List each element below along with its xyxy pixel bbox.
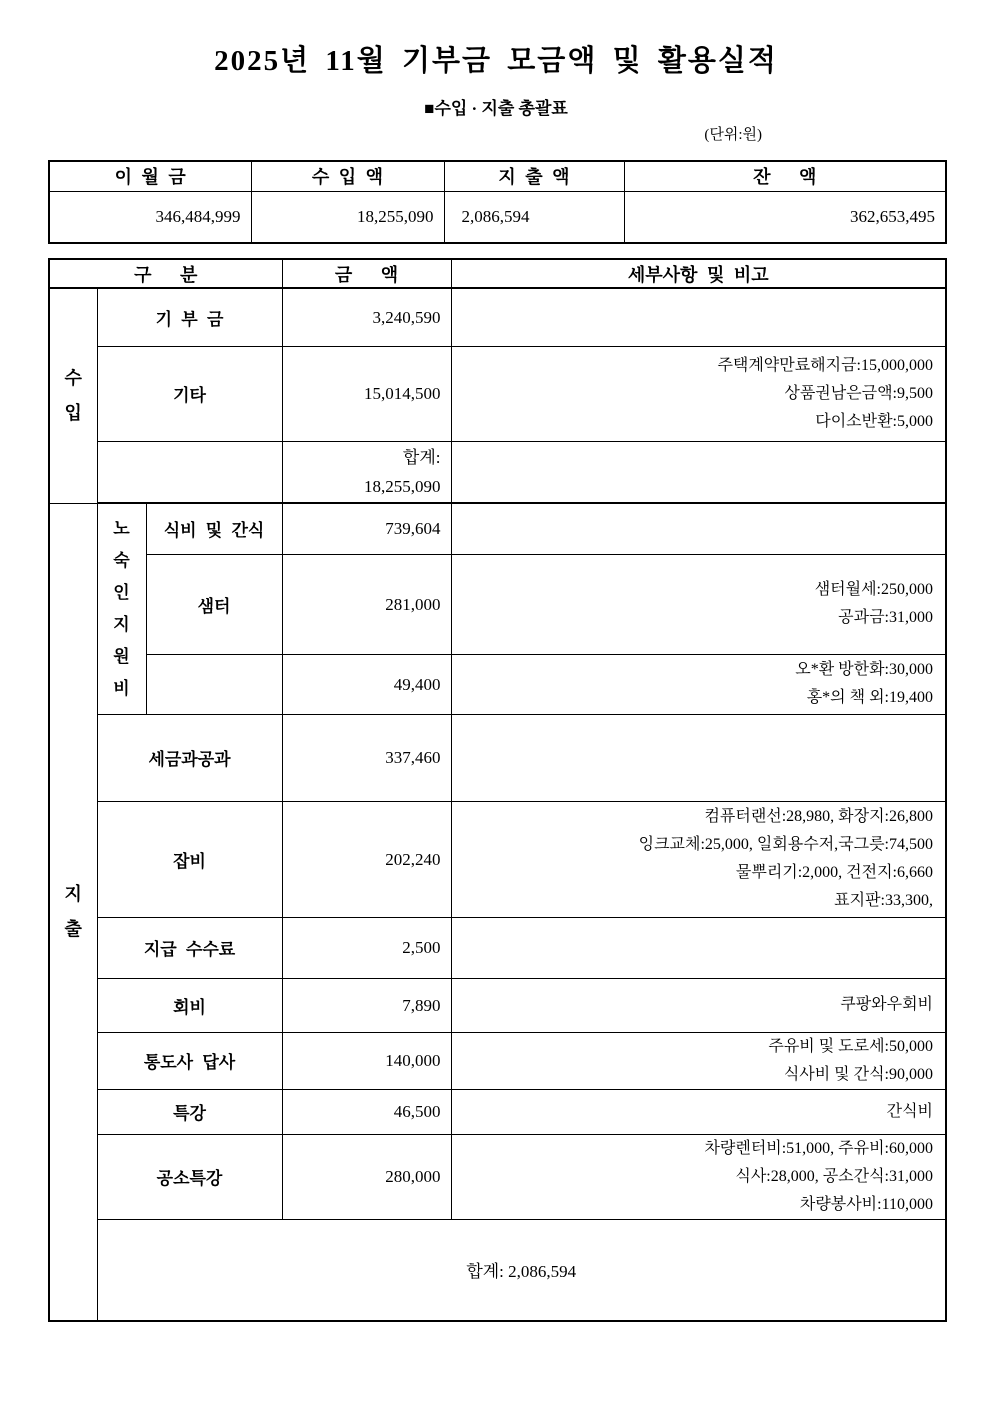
detail-header-amount: 금 액 [282, 259, 451, 288]
details-cell: 주유비 및 도로세:50,000 식사비 및 간식:90,000 [451, 1032, 946, 1089]
details-cell [451, 503, 946, 554]
expense-row-membership [49, 978, 946, 1032]
details-cell: 쿠팡와우회비 [451, 978, 946, 1032]
expense-row-tongdosa [49, 1032, 946, 1089]
expense-row-homeless-etc [49, 654, 946, 714]
amount-cell: 3,240,590 [282, 288, 451, 346]
expense-row-misc [49, 801, 946, 917]
page-subtitle: ■수입 · 지출 총괄표 [424, 99, 568, 118]
expense-section-label: 지 출 [49, 503, 97, 1321]
page-title: 2025년 11월 기부금 모금액 및 활용실적 [214, 45, 778, 77]
amount-cell: 281,000 [282, 554, 451, 654]
expense-row-lecture [49, 1089, 946, 1134]
expense-row-food [49, 503, 946, 554]
income-row-donation [49, 288, 946, 346]
details-cell: 오*환 방한화:30,000 홍*의 책 외:19,400 [451, 654, 946, 714]
details-cell: 차량렌터비:51,000, 주유비:60,000 식사:28,000, 공소간식:31,000 차량봉사비:110,000 [451, 1134, 946, 1219]
expense-row-taxes [49, 714, 946, 801]
amount-cell: 49,400 [282, 654, 451, 714]
amount-cell: 202,240 [282, 801, 451, 917]
amount-cell: 7,890 [282, 978, 451, 1032]
amount-cell: 2,500 [282, 917, 451, 978]
category-cell: 기타 [97, 346, 282, 441]
amount-cell: 739,604 [282, 503, 451, 554]
summary-value-carryover: 346,484,999 [49, 191, 251, 243]
detail-header-details: 세부사항 및 비고 [451, 259, 946, 288]
details-cell: 간식비 [451, 1089, 946, 1134]
category-cell: 공소특강 [97, 1134, 282, 1219]
amount-cell: 337,460 [282, 714, 451, 801]
summary-value-balance: 362,653,495 [624, 191, 946, 243]
summary-header-carryover: 이 월 금 [49, 161, 251, 191]
detail-header-category: 구 분 [49, 259, 282, 288]
summary-table [48, 160, 947, 244]
income-section-label: 수 입 [49, 288, 97, 503]
income-total-cell: 합계: 18,255,090 [282, 441, 451, 503]
amount-cell: 46,500 [282, 1089, 451, 1134]
category-cell: 기 부 금 [97, 288, 282, 346]
expense-row-total [49, 1219, 946, 1321]
category-cell: 특강 [97, 1089, 282, 1134]
category-cell: 세금과공과 [97, 714, 282, 801]
summary-header-row [49, 161, 946, 191]
amount-cell: 140,000 [282, 1032, 451, 1089]
summary-header-income: 수 입 액 [251, 161, 444, 191]
income-row-total [49, 441, 946, 503]
category-cell: 통도사 답사 [97, 1032, 282, 1089]
detail-table [48, 258, 947, 1322]
details-cell [451, 714, 946, 801]
details-cell [451, 441, 946, 503]
summary-value-income: 18,255,090 [251, 191, 444, 243]
details-cell [451, 288, 946, 346]
amount-cell: 15,014,500 [282, 346, 451, 441]
expense-row-saemteo [49, 554, 946, 654]
income-row-other [49, 346, 946, 441]
unit-note: (단위:원) [704, 127, 762, 143]
details-cell: 주택계약만료해지금:15,000,000 상품권남은금액:9,500 다이소반환:5,000 [451, 346, 946, 441]
summary-value-expense: 2,086,594 [444, 191, 624, 243]
summary-header-balance: 잔 액 [624, 161, 946, 191]
category-cell: 잡비 [97, 801, 282, 917]
expense-row-gongso-lecture [49, 1134, 946, 1219]
category-cell: 지급 수수료 [97, 917, 282, 978]
summary-value-row [49, 191, 946, 243]
category-cell: 식비 및 간식 [146, 503, 282, 554]
details-cell [451, 917, 946, 978]
category-cell [97, 441, 282, 503]
details-cell: 샘터월세:250,000 공과금:31,000 [451, 554, 946, 654]
expense-total-cell: 합계: 2,086,594 [97, 1219, 946, 1321]
category-cell [146, 654, 282, 714]
details-cell: 컴퓨터랜선:28,980, 화장지:26,800 잉크교체:25,000, 일회용수저,국그릇:74,500 물뿌리기:2,000, 건전지:6,660 표지판:33,300, [451, 801, 946, 917]
detail-header-row [49, 259, 946, 288]
summary-header-expense: 지 출 액 [444, 161, 624, 191]
homeless-support-label: 노 숙 인 지 원 비 [97, 503, 146, 714]
category-cell: 샘터 [146, 554, 282, 654]
amount-cell: 280,000 [282, 1134, 451, 1219]
category-cell: 회비 [97, 978, 282, 1032]
expense-row-fees [49, 917, 946, 978]
